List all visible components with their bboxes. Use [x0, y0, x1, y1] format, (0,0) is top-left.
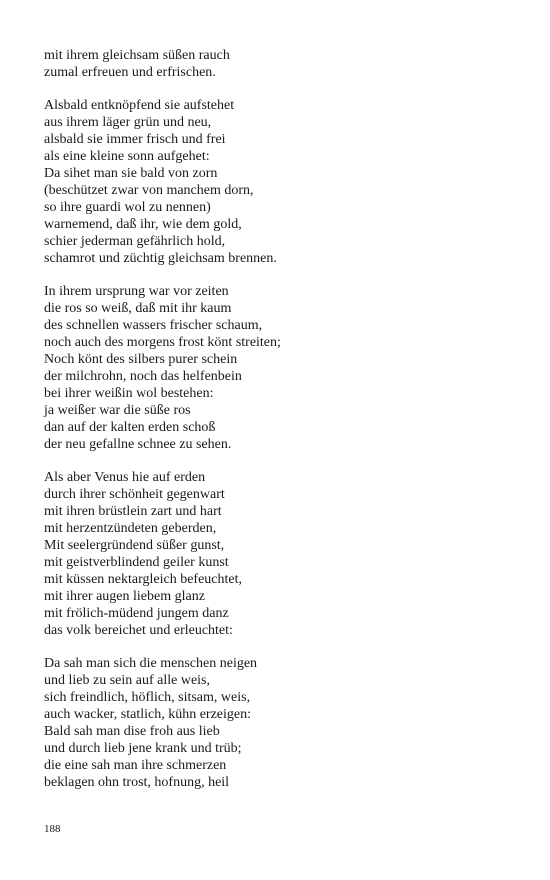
stanza	[44, 47, 514, 81]
poem-line: dan auf der kalten erden schoß	[44, 420, 216, 435]
poem-line: In ihrem ursprung war vor zeiten	[44, 284, 229, 299]
poem-line: Bald sah man dise froh aus lieb	[44, 724, 220, 739]
poem-line: Da sihet man sie bald von zorn	[44, 166, 218, 181]
stanza	[44, 97, 514, 267]
poem-line: (beschützet zwar von manchem dorn,	[44, 183, 254, 198]
poem-line: zumal erfreuen und erfrischen.	[44, 65, 216, 80]
poem-line: und lieb zu sein auf alle weis,	[44, 673, 211, 688]
poem-line: sich freindlich, höflich, sitsam, weis,	[44, 690, 251, 705]
poem-line: die eine sah man ihre schmerzen	[44, 758, 227, 773]
poem-line: so ihre guardi wol zu nennen)	[44, 200, 211, 215]
page-number: 188	[44, 823, 61, 835]
poem-line: schier jederman gefährlich hold,	[44, 234, 226, 249]
poem-line: der milchrohn, noch das helfenbein	[44, 369, 242, 384]
poem-line: mit ihrer augen liebem glanz	[44, 589, 205, 604]
poem-line: beklagen ohn trost, hofnung, heil	[44, 775, 230, 790]
poem-line: und durch lieb jene krank und trüb;	[44, 741, 242, 756]
poem-line: ja weißer war die süße ros	[44, 403, 191, 418]
poem-line: Alsbald entknöpfend sie aufstehet	[44, 98, 235, 113]
poem-line: warnemend, daß ihr, wie dem gold,	[44, 217, 242, 232]
stanza	[44, 283, 514, 453]
poem-line: des schnellen wassers frischer schaum,	[44, 318, 263, 333]
poem-line: der neu gefallne schnee zu sehen.	[44, 437, 232, 452]
poem-line: schamrot und züchtig gleichsam brennen.	[44, 251, 277, 266]
poem-line: als eine kleine sonn aufgehet:	[44, 149, 210, 164]
poem-line: Da sah man sich die menschen neigen	[44, 656, 258, 671]
poem-line: durch ihrer schönheit gegenwart	[44, 487, 225, 502]
poem-line: Mit seelergründend süßer gunst,	[44, 538, 225, 553]
poem-line: noch auch des morgens frost könt streiten;	[44, 335, 281, 350]
poem-line: das volk bereichet und erleuchtet:	[44, 623, 233, 638]
poem-line: Noch könt des silbers purer schein	[44, 352, 238, 367]
poem-line: bei ihrer weißin wol bestehen:	[44, 386, 214, 401]
poem-line: mit herzentzündeten geberden,	[44, 521, 217, 536]
poem-line: mit frölich-müdend jungem danz	[44, 606, 229, 621]
poem-line: die ros so weiß, daß mit ihr kaum	[44, 301, 232, 316]
poem-line: aus ihrem läger grün und neu,	[44, 115, 212, 130]
stanza	[44, 469, 514, 639]
poem-line: mit ihrem gleichsam süßen rauch	[44, 48, 230, 63]
poem-line: auch wacker, statlich, kühn erzeigen:	[44, 707, 252, 722]
poem-line: mit küssen nektargleich befeuchtet,	[44, 572, 243, 587]
poem-line: mit geistverblindend geiler kunst	[44, 555, 229, 570]
poem-line: Als aber Venus hie auf erden	[44, 470, 206, 485]
stanza	[44, 655, 514, 791]
poem-body	[44, 47, 514, 807]
poem-line: alsbald sie immer frisch und frei	[44, 132, 226, 147]
poem-line: mit ihren brüstlein zart und hart	[44, 504, 222, 519]
